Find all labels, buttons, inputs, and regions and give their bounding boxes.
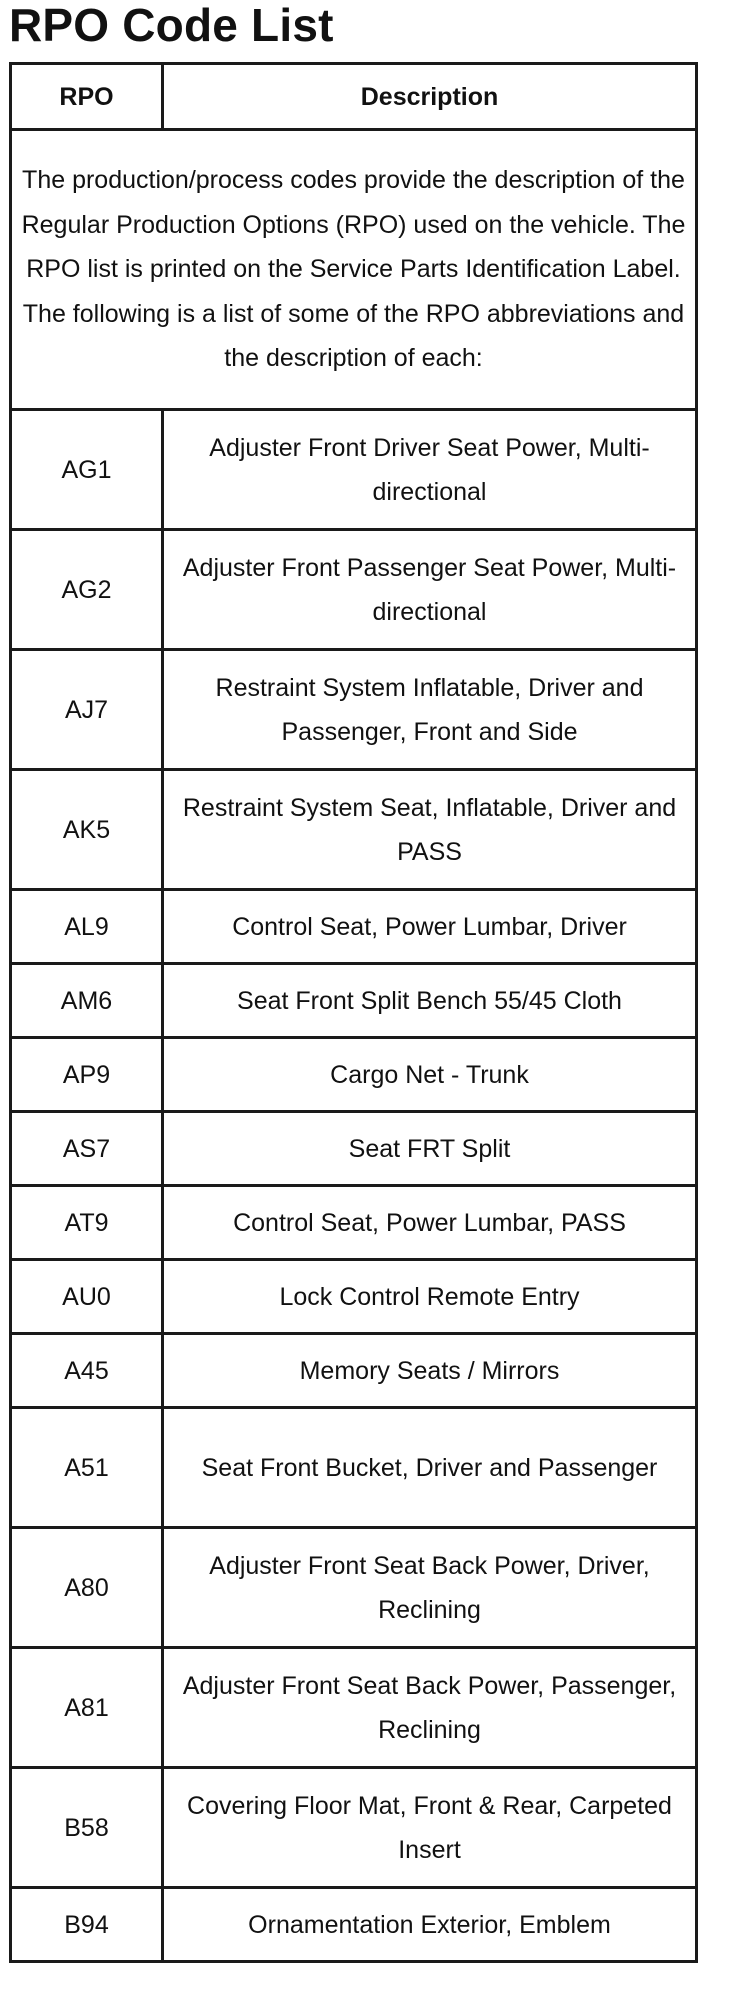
- description-cell: Adjuster Front Seat Back Power, Passenger, Reclining: [163, 1648, 697, 1768]
- table-row: [11, 650, 697, 770]
- description-cell: Restraint System Inflatable, Driver and Passenger, Front and Side: [163, 650, 697, 770]
- rpo-code-cell: AG1: [11, 410, 163, 530]
- intro-text: The production/process codes provide the description of the Regular Production Options (RPO) used on the vehicle. The RPO list is printed on the Service Parts Identification Label. The following is a list of some of the RPO abbreviations and the description of each:: [11, 130, 697, 410]
- table-row: [11, 770, 697, 890]
- description-cell: Lock Control Remote Entry: [163, 1260, 697, 1334]
- table-row: [11, 1260, 697, 1334]
- description-cell: Seat Front Split Bench 55/45 Cloth: [163, 964, 697, 1038]
- description-cell: Covering Floor Mat, Front & Rear, Carpeted Insert: [163, 1768, 697, 1888]
- table-row: [11, 410, 697, 530]
- description-cell: Ornamentation Exterior, Emblem: [163, 1888, 697, 1962]
- table-row: [11, 890, 697, 964]
- rpo-code-cell: AJ7: [11, 650, 163, 770]
- table-row: [11, 1112, 697, 1186]
- description-cell: Cargo Net - Trunk: [163, 1038, 697, 1112]
- description-cell: Restraint System Seat, Inflatable, Driver and PASS: [163, 770, 697, 890]
- rpo-code-cell: A81: [11, 1648, 163, 1768]
- table-row: [11, 1038, 697, 1112]
- rpo-code-table: [9, 62, 698, 1963]
- table-row: [11, 530, 697, 650]
- description-cell: Seat Front Bucket, Driver and Passenger: [163, 1408, 697, 1528]
- rpo-column-header: RPO: [11, 64, 163, 130]
- rpo-code-cell: AL9: [11, 890, 163, 964]
- rpo-code-cell: AK5: [11, 770, 163, 890]
- rpo-code-cell: AS7: [11, 1112, 163, 1186]
- table-row: [11, 1334, 697, 1408]
- rpo-code-cell: AG2: [11, 530, 163, 650]
- table-row: [11, 1408, 697, 1528]
- description-cell: Adjuster Front Driver Seat Power, Multi-directional: [163, 410, 697, 530]
- intro-row: [11, 130, 697, 410]
- table-row: [11, 1186, 697, 1260]
- description-cell: Adjuster Front Seat Back Power, Driver, Reclining: [163, 1528, 697, 1648]
- table-row: [11, 1528, 697, 1648]
- rpo-code-cell: B58: [11, 1768, 163, 1888]
- table-row: [11, 964, 697, 1038]
- rpo-code-cell: AU0: [11, 1260, 163, 1334]
- rpo-code-cell: B94: [11, 1888, 163, 1962]
- description-cell: Control Seat, Power Lumbar, Driver: [163, 890, 697, 964]
- table-row: [11, 1888, 697, 1962]
- rpo-code-cell: A80: [11, 1528, 163, 1648]
- description-cell: Seat FRT Split: [163, 1112, 697, 1186]
- description-cell: Memory Seats / Mirrors: [163, 1334, 697, 1408]
- description-column-header: Description: [163, 64, 697, 130]
- table-row: [11, 1648, 697, 1768]
- rpo-code-cell: AP9: [11, 1038, 163, 1112]
- rpo-code-cell: AT9: [11, 1186, 163, 1260]
- rpo-code-cell: A45: [11, 1334, 163, 1408]
- rpo-code-cell: A51: [11, 1408, 163, 1528]
- rpo-code-cell: AM6: [11, 964, 163, 1038]
- table-header-row: [11, 64, 697, 130]
- table-row: [11, 1768, 697, 1888]
- description-cell: Control Seat, Power Lumbar, PASS: [163, 1186, 697, 1260]
- page-title: RPO Code List: [9, 0, 334, 51]
- description-cell: Adjuster Front Passenger Seat Power, Multi-directional: [163, 530, 697, 650]
